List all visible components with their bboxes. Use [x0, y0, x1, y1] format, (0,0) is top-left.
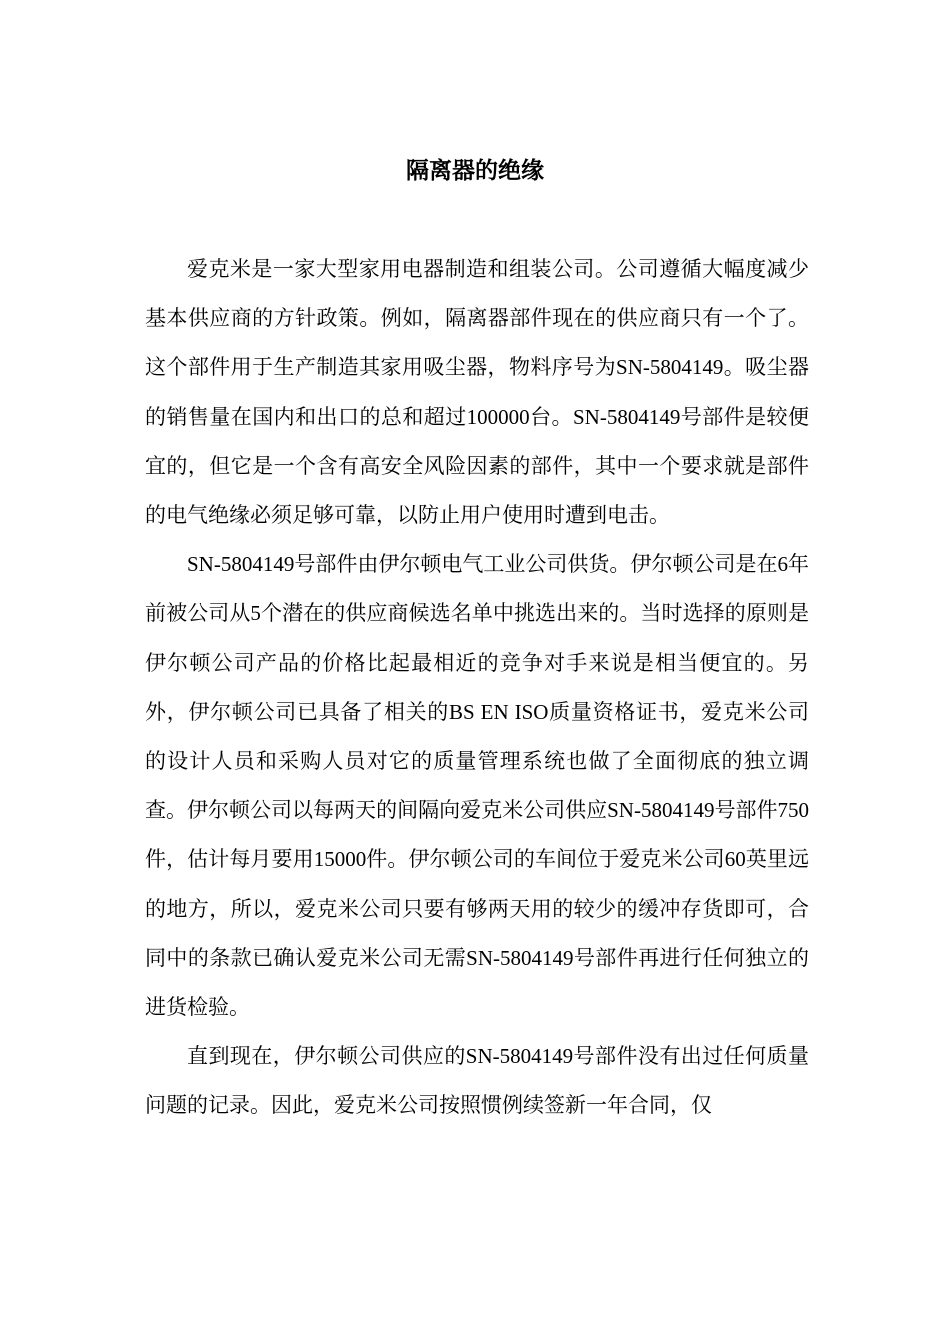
document-body [145, 245, 809, 1131]
paragraph-3: 直到现在，伊尔顿公司供应的SN-5804149号部件没有出过任何质量问题的记录。因此，爱克米公司按照惯例续签新一年合同，仅 [145, 1044, 809, 1118]
paragraph-2: SN-5804149号部件由伊尔顿电气工业公司供货。伊尔顿公司是在6年前被公司从5个潜在的供应商候选名单中挑选出来的。当时选择的原则是伊尔顿公司产品的价格比起最相近的竞争对手来说是相当便宜的。另外，伊尔顿公司已具备了相关的BS EN ISO质量资格证书，爱克米公司的设计人员和采购人员对它的质量管理系统也做了全面彻底的独立调查。伊尔顿公司以每两天的间隔向爱克米公司供应SN-5804149号部件750件，估计每月要用15000件。伊尔顿公司的车间位于爱克米公司60英里远的地方，所以，爱克米公司只要有够两天用的较少的缓冲存货即可，合同中的条款已确认爱克米公司无需SN-5804149号部件再进行任何独立的进货检验。 [145, 552, 809, 1020]
document-title: 隔离器的绝缘 [406, 158, 544, 184]
paragraph-1: 爱克米是一家大型家用电器制造和组装公司。公司遵循大幅度减少基本供应商的方针政策。例如，隔离器部件现在的供应商只有一个了。这个部件用于生产制造其家用吸尘器，物料序号为SN-5804149。吸尘器的销售量在国内和出口的总和超过100000台。SN-5804149号部件是较便宜的，但它是一个含有高安全风险因素的部件，其中一个要求就是部件的电气绝缘必须足够可靠，以防止用户使用时遭到电击。 [145, 257, 809, 528]
